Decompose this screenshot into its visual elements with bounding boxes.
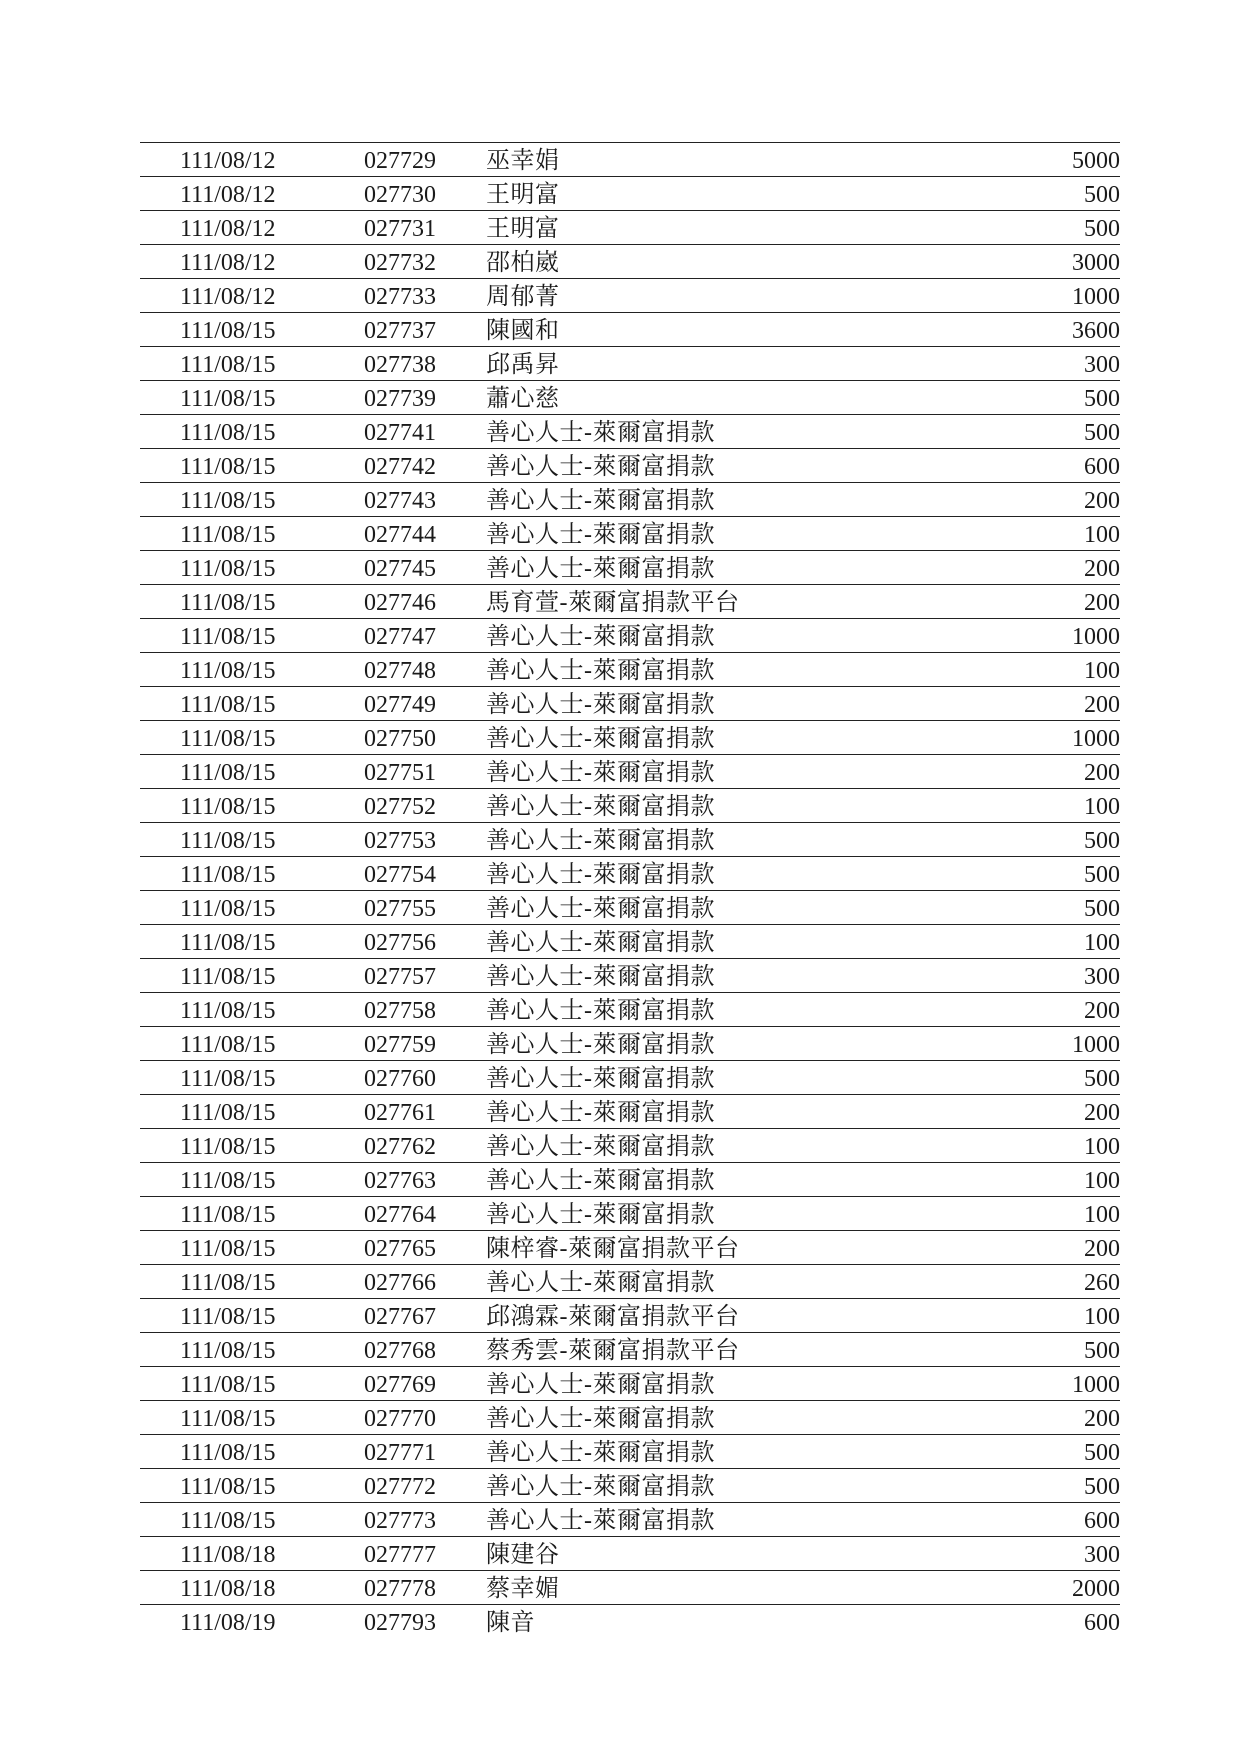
row-donor-name: 陳梓睿-萊爾富捐款平台 (486, 1236, 740, 1262)
row-receipt-number: 027766 (364, 1270, 436, 1296)
row-amount: 100 (1084, 794, 1120, 820)
row-receipt-number: 027752 (364, 794, 436, 820)
row-date: 111/08/15 (180, 1338, 276, 1364)
ledger-row (140, 1026, 1120, 1060)
row-receipt-number: 027772 (364, 1474, 436, 1500)
row-amount: 500 (1084, 896, 1120, 922)
row-date: 111/08/15 (180, 1134, 276, 1160)
ledger-row (140, 652, 1120, 686)
ledger-row (140, 1536, 1120, 1570)
ledger-row (140, 1570, 1120, 1604)
row-donor-name: 善心人士-萊爾富捐款 (486, 1270, 715, 1296)
row-amount: 100 (1084, 658, 1120, 684)
row-date: 111/08/15 (180, 590, 276, 616)
ledger-row (140, 856, 1120, 890)
row-date: 111/08/12 (180, 148, 276, 174)
row-receipt-number: 027744 (364, 522, 436, 548)
row-receipt-number: 027743 (364, 488, 436, 514)
row-receipt-number: 027765 (364, 1236, 436, 1262)
row-receipt-number: 027763 (364, 1168, 436, 1194)
row-donor-name: 善心人士-萊爾富捐款 (486, 420, 715, 446)
row-date: 111/08/15 (180, 386, 276, 412)
row-receipt-number: 027749 (364, 692, 436, 718)
row-date: 111/08/15 (180, 1066, 276, 1092)
ledger-row (140, 584, 1120, 618)
ledger-row (140, 1434, 1120, 1468)
row-receipt-number: 027760 (364, 1066, 436, 1092)
row-date: 111/08/15 (180, 828, 276, 854)
row-amount: 300 (1084, 1542, 1120, 1568)
ledger-row (140, 1162, 1120, 1196)
row-date: 111/08/15 (180, 454, 276, 480)
row-date: 111/08/12 (180, 216, 276, 242)
row-date: 111/08/15 (180, 488, 276, 514)
row-amount: 300 (1084, 964, 1120, 990)
row-donor-name: 善心人士-萊爾富捐款 (486, 658, 715, 684)
row-date: 111/08/15 (180, 760, 276, 786)
row-receipt-number: 027758 (364, 998, 436, 1024)
ledger-row (140, 482, 1120, 516)
row-donor-name: 巫幸娟 (486, 148, 560, 174)
ledger-row (140, 822, 1120, 856)
row-receipt-number: 027757 (364, 964, 436, 990)
row-amount: 200 (1084, 1100, 1120, 1126)
row-receipt-number: 027748 (364, 658, 436, 684)
row-receipt-number: 027761 (364, 1100, 436, 1126)
ledger-row (140, 720, 1120, 754)
row-amount: 1000 (1072, 284, 1120, 310)
row-donor-name: 善心人士-萊爾富捐款 (486, 624, 715, 650)
ledger-row (140, 1468, 1120, 1502)
row-date: 111/08/15 (180, 862, 276, 888)
ledger-row (140, 890, 1120, 924)
row-amount: 500 (1084, 182, 1120, 208)
row-donor-name: 善心人士-萊爾富捐款 (486, 488, 715, 514)
ledger-row (140, 1604, 1120, 1638)
row-donor-name: 蕭心慈 (486, 386, 560, 412)
row-receipt-number: 027770 (364, 1406, 436, 1432)
row-donor-name: 邵柏崴 (486, 250, 560, 276)
row-date: 111/08/15 (180, 1508, 276, 1534)
row-amount: 200 (1084, 556, 1120, 582)
ledger-row (140, 1094, 1120, 1128)
row-date: 111/08/15 (180, 658, 276, 684)
row-date: 111/08/15 (180, 1406, 276, 1432)
row-amount: 200 (1084, 590, 1120, 616)
row-donor-name: 善心人士-萊爾富捐款 (486, 1474, 715, 1500)
row-amount: 100 (1084, 930, 1120, 956)
row-date: 111/08/15 (180, 1202, 276, 1228)
ledger-row (140, 176, 1120, 210)
row-receipt-number: 027793 (364, 1610, 436, 1636)
row-receipt-number: 027768 (364, 1338, 436, 1364)
row-amount: 500 (1084, 1474, 1120, 1500)
ledger-row (140, 448, 1120, 482)
row-receipt-number: 027773 (364, 1508, 436, 1534)
row-amount: 260 (1084, 1270, 1120, 1296)
row-date: 111/08/15 (180, 318, 276, 344)
row-receipt-number: 027769 (364, 1372, 436, 1398)
ledger-row (140, 1060, 1120, 1094)
row-donor-name: 善心人士-萊爾富捐款 (486, 1440, 715, 1466)
row-amount: 3000 (1072, 250, 1120, 276)
ledger-row (140, 1332, 1120, 1366)
row-donor-name: 善心人士-萊爾富捐款 (486, 828, 715, 854)
row-donor-name: 蔡秀雲-萊爾富捐款平台 (486, 1338, 740, 1364)
row-donor-name: 善心人士-萊爾富捐款 (486, 454, 715, 480)
row-donor-name: 善心人士-萊爾富捐款 (486, 760, 715, 786)
row-date: 111/08/12 (180, 182, 276, 208)
ledger-row (140, 1400, 1120, 1434)
row-amount: 100 (1084, 522, 1120, 548)
row-donor-name: 善心人士-萊爾富捐款 (486, 1372, 715, 1398)
row-date: 111/08/15 (180, 964, 276, 990)
row-donor-name: 善心人士-萊爾富捐款 (486, 1168, 715, 1194)
row-receipt-number: 027746 (364, 590, 436, 616)
row-amount: 500 (1084, 828, 1120, 854)
row-receipt-number: 027741 (364, 420, 436, 446)
row-donor-name: 善心人士-萊爾富捐款 (486, 1508, 715, 1534)
row-date: 111/08/15 (180, 692, 276, 718)
row-amount: 500 (1084, 216, 1120, 242)
row-date: 111/08/15 (180, 420, 276, 446)
row-amount: 1000 (1072, 726, 1120, 752)
row-amount: 600 (1084, 454, 1120, 480)
row-amount: 500 (1084, 386, 1120, 412)
ledger-row (140, 516, 1120, 550)
ledger-row (140, 312, 1120, 346)
row-amount: 1000 (1072, 1032, 1120, 1058)
row-date: 111/08/15 (180, 1032, 276, 1058)
row-donor-name: 陳國和 (486, 318, 560, 344)
row-receipt-number: 027742 (364, 454, 436, 480)
row-donor-name: 善心人士-萊爾富捐款 (486, 1202, 715, 1228)
row-receipt-number: 027754 (364, 862, 436, 888)
row-date: 111/08/15 (180, 1270, 276, 1296)
row-date: 111/08/18 (180, 1542, 276, 1568)
row-donor-name: 善心人士-萊爾富捐款 (486, 1134, 715, 1160)
row-date: 111/08/15 (180, 930, 276, 956)
row-receipt-number: 027732 (364, 250, 436, 276)
row-date: 111/08/19 (180, 1610, 276, 1636)
row-amount: 200 (1084, 760, 1120, 786)
row-receipt-number: 027750 (364, 726, 436, 752)
row-amount: 500 (1084, 1338, 1120, 1364)
ledger-row (140, 1196, 1120, 1230)
ledger-row (140, 346, 1120, 380)
row-receipt-number: 027733 (364, 284, 436, 310)
row-donor-name: 邱禹昇 (486, 352, 560, 378)
ledger-row (140, 992, 1120, 1026)
row-date: 111/08/15 (180, 1474, 276, 1500)
row-donor-name: 善心人士-萊爾富捐款 (486, 1406, 715, 1432)
row-receipt-number: 027764 (364, 1202, 436, 1228)
row-donor-name: 善心人士-萊爾富捐款 (486, 896, 715, 922)
row-donor-name: 善心人士-萊爾富捐款 (486, 1032, 715, 1058)
row-receipt-number: 027737 (364, 318, 436, 344)
ledger-row (140, 788, 1120, 822)
row-amount: 500 (1084, 1066, 1120, 1092)
ledger-row (140, 244, 1120, 278)
row-receipt-number: 027753 (364, 828, 436, 854)
row-receipt-number: 027777 (364, 1542, 436, 1568)
row-amount: 200 (1084, 692, 1120, 718)
row-receipt-number: 027756 (364, 930, 436, 956)
row-donor-name: 善心人士-萊爾富捐款 (486, 862, 715, 888)
row-date: 111/08/12 (180, 250, 276, 276)
row-date: 111/08/15 (180, 1100, 276, 1126)
ledger-row (140, 754, 1120, 788)
row-donor-name: 善心人士-萊爾富捐款 (486, 692, 715, 718)
row-date: 111/08/15 (180, 726, 276, 752)
row-amount: 600 (1084, 1610, 1120, 1636)
ledger-row (140, 958, 1120, 992)
row-amount: 100 (1084, 1168, 1120, 1194)
row-receipt-number: 027762 (364, 1134, 436, 1160)
row-receipt-number: 027738 (364, 352, 436, 378)
row-donor-name: 善心人士-萊爾富捐款 (486, 726, 715, 752)
row-date: 111/08/15 (180, 794, 276, 820)
row-donor-name: 王明富 (486, 182, 560, 208)
row-amount: 500 (1084, 420, 1120, 446)
row-donor-name: 蔡幸媚 (486, 1576, 560, 1602)
row-donor-name: 善心人士-萊爾富捐款 (486, 522, 715, 548)
row-donor-name: 善心人士-萊爾富捐款 (486, 1100, 715, 1126)
row-receipt-number: 027759 (364, 1032, 436, 1058)
row-amount: 1000 (1072, 624, 1120, 650)
row-donor-name: 周郁菁 (486, 284, 560, 310)
row-date: 111/08/18 (180, 1576, 276, 1602)
row-date: 111/08/15 (180, 1372, 276, 1398)
ledger-row (140, 686, 1120, 720)
row-donor-name: 善心人士-萊爾富捐款 (486, 998, 715, 1024)
row-date: 111/08/15 (180, 998, 276, 1024)
ledger-row (140, 1502, 1120, 1536)
row-donor-name: 陳音 (486, 1610, 535, 1636)
ledger-row (140, 380, 1120, 414)
row-donor-name: 善心人士-萊爾富捐款 (486, 1066, 715, 1092)
row-date: 111/08/15 (180, 896, 276, 922)
row-donor-name: 善心人士-萊爾富捐款 (486, 794, 715, 820)
ledger-row (140, 1128, 1120, 1162)
row-date: 111/08/15 (180, 556, 276, 582)
row-amount: 500 (1084, 1440, 1120, 1466)
row-amount: 1000 (1072, 1372, 1120, 1398)
ledger-row (140, 278, 1120, 312)
row-receipt-number: 027767 (364, 1304, 436, 1330)
row-receipt-number: 027747 (364, 624, 436, 650)
donation-ledger (140, 142, 1120, 1638)
row-amount: 2000 (1072, 1576, 1120, 1602)
row-receipt-number: 027771 (364, 1440, 436, 1466)
ledger-row (140, 210, 1120, 244)
row-amount: 100 (1084, 1304, 1120, 1330)
row-amount: 600 (1084, 1508, 1120, 1534)
row-donor-name: 陳建谷 (486, 1542, 560, 1568)
ledger-row (140, 142, 1120, 176)
ledger-row (140, 618, 1120, 652)
row-date: 111/08/15 (180, 522, 276, 548)
row-date: 111/08/12 (180, 284, 276, 310)
row-date: 111/08/15 (180, 624, 276, 650)
row-donor-name: 王明富 (486, 216, 560, 242)
row-date: 111/08/15 (180, 1440, 276, 1466)
row-receipt-number: 027755 (364, 896, 436, 922)
row-amount: 500 (1084, 862, 1120, 888)
ledger-row (140, 1264, 1120, 1298)
row-donor-name: 善心人士-萊爾富捐款 (486, 930, 715, 956)
row-amount: 200 (1084, 998, 1120, 1024)
row-amount: 300 (1084, 352, 1120, 378)
row-donor-name: 馬育萱-萊爾富捐款平台 (486, 590, 740, 616)
row-receipt-number: 027730 (364, 182, 436, 208)
row-date: 111/08/15 (180, 1168, 276, 1194)
row-receipt-number: 027778 (364, 1576, 436, 1602)
row-date: 111/08/15 (180, 1236, 276, 1262)
ledger-row (140, 924, 1120, 958)
row-donor-name: 善心人士-萊爾富捐款 (486, 556, 715, 582)
row-date: 111/08/15 (180, 352, 276, 378)
row-receipt-number: 027729 (364, 148, 436, 174)
row-donor-name: 邱鴻霖-萊爾富捐款平台 (486, 1304, 740, 1330)
row-amount: 5000 (1072, 148, 1120, 174)
ledger-row (140, 1230, 1120, 1264)
row-receipt-number: 027751 (364, 760, 436, 786)
row-amount: 3600 (1072, 318, 1120, 344)
ledger-row (140, 1366, 1120, 1400)
row-date: 111/08/15 (180, 1304, 276, 1330)
ledger-row (140, 550, 1120, 584)
row-amount: 100 (1084, 1134, 1120, 1160)
row-amount: 200 (1084, 1236, 1120, 1262)
row-amount: 200 (1084, 488, 1120, 514)
row-donor-name: 善心人士-萊爾富捐款 (486, 964, 715, 990)
row-amount: 100 (1084, 1202, 1120, 1228)
ledger-row (140, 1298, 1120, 1332)
ledger-row (140, 414, 1120, 448)
row-receipt-number: 027745 (364, 556, 436, 582)
row-receipt-number: 027731 (364, 216, 436, 242)
row-receipt-number: 027739 (364, 386, 436, 412)
row-amount: 200 (1084, 1406, 1120, 1432)
